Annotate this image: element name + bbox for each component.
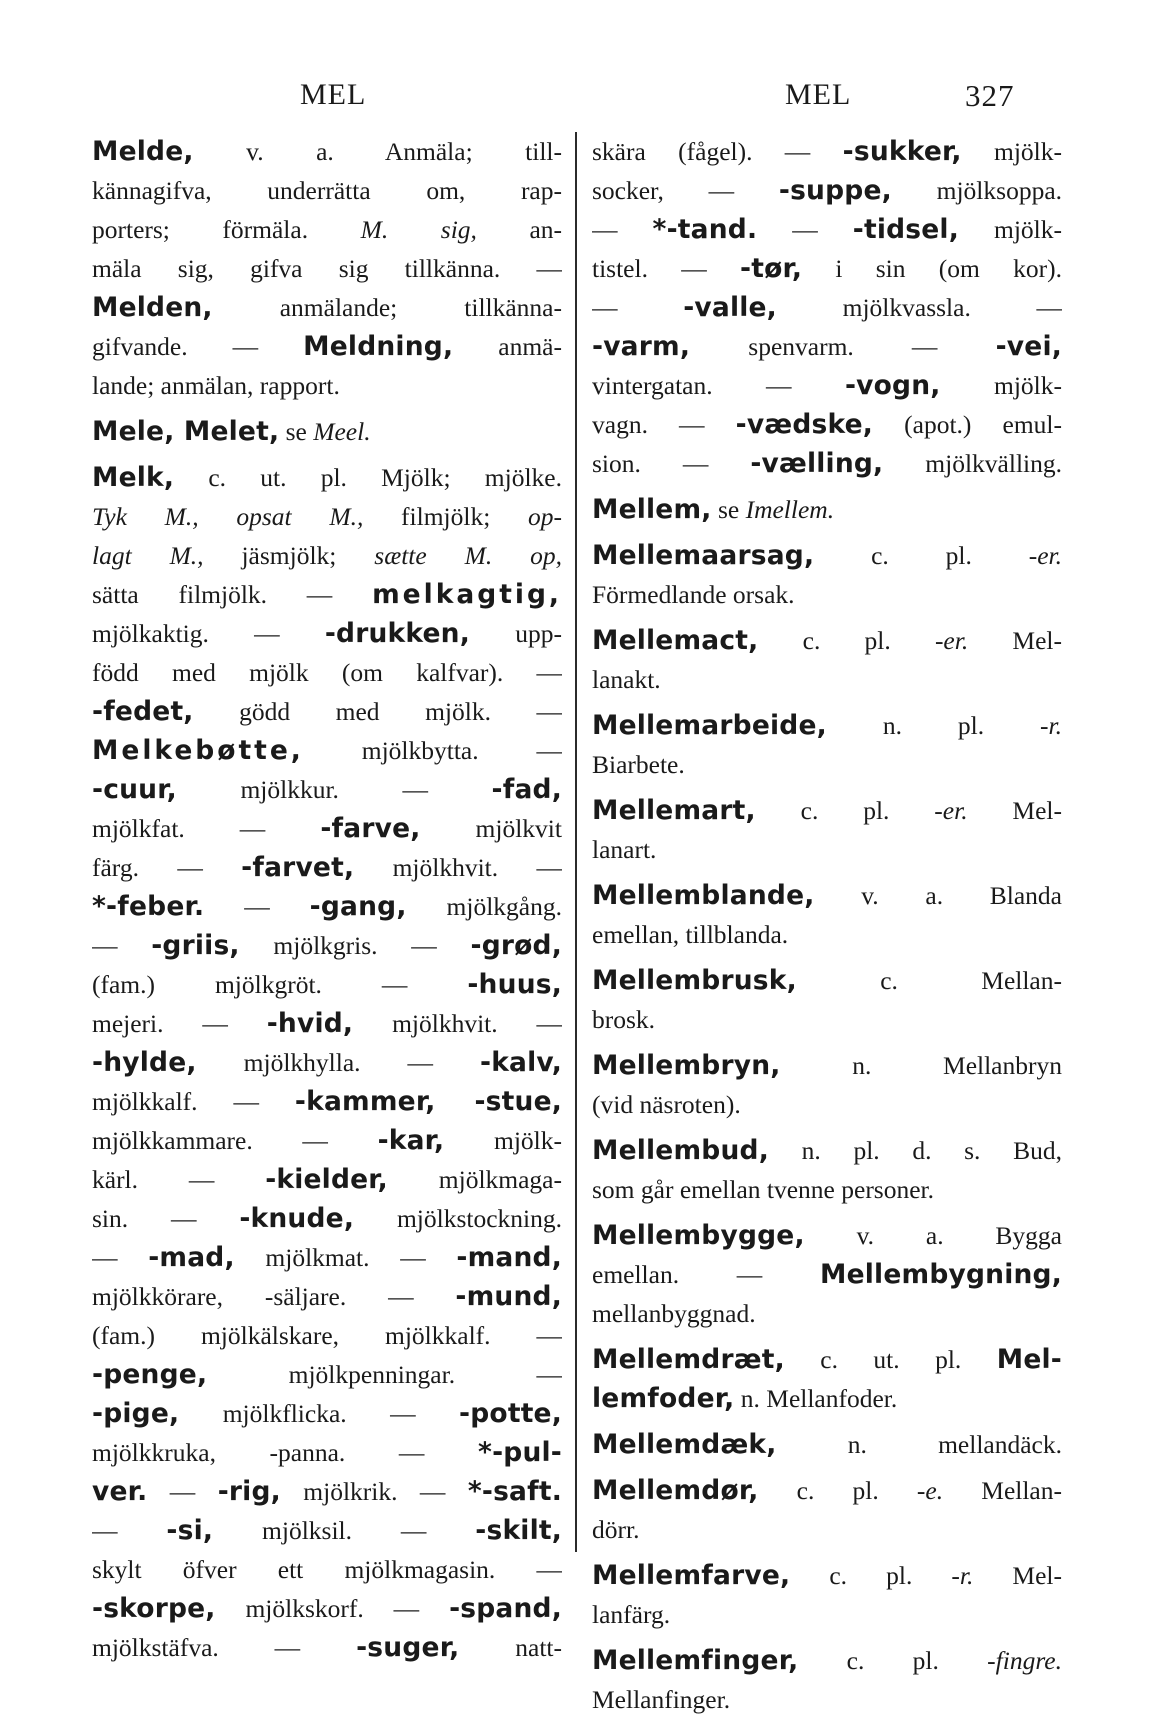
dictionary-line: [92, 1238, 562, 1277]
definition-text: —: [204, 892, 310, 921]
dictionary-line: [592, 1641, 1062, 1680]
dictionary-line: [592, 1085, 1062, 1124]
headword: Mellemarbeide,: [592, 710, 827, 741]
italic-text: Tyk M., opsat M.,: [92, 502, 364, 531]
definition-text: Mel-: [968, 626, 1062, 655]
definition-text: —: [757, 215, 853, 244]
headword: -vædske,: [735, 409, 874, 440]
definition-text: mjölkpenningar. —: [207, 1360, 562, 1389]
dictionary-line: [92, 412, 562, 451]
italic-text: Meel.: [313, 417, 371, 446]
definition-text: —: [592, 215, 653, 244]
definition-text: Mel-: [967, 796, 1062, 825]
right-column: [592, 132, 1062, 1719]
headword: -potte,: [459, 1398, 562, 1429]
headword: -vei,: [995, 331, 1062, 362]
dictionary-line: [592, 1294, 1062, 1333]
dictionary-line: [92, 1082, 562, 1121]
italic-text: lagt M.,: [92, 541, 204, 570]
definition-text: mjölk-: [444, 1126, 562, 1155]
definition-text: mjölkskorf. —: [215, 1594, 450, 1623]
headword: Mellembud,: [592, 1135, 769, 1166]
dictionary-line: [592, 132, 1062, 171]
headword: Mellembrusk,: [592, 965, 797, 996]
dictionary-line: [592, 745, 1062, 784]
dictionary-line: [92, 1433, 562, 1472]
headword: Mellemart,: [592, 795, 756, 826]
headword: -farvet,: [241, 852, 355, 883]
headword: lemfoder,: [592, 1383, 735, 1414]
definition-text: mjölkkammare. —: [92, 1126, 378, 1155]
headword: -farve,: [320, 813, 421, 844]
definition-text: natt-: [459, 1633, 562, 1662]
dictionary-line: [92, 614, 562, 653]
definition-text: —: [147, 1477, 218, 1506]
left-column: [92, 132, 562, 1667]
definition-text: c. Mellan-: [796, 966, 1062, 995]
headword: Mellembygning,: [820, 1259, 1062, 1290]
dictionary-line: [92, 1316, 562, 1355]
dictionary-line: [592, 536, 1062, 575]
definition-text: c. pl.: [814, 541, 1029, 570]
definition-text: mjölkhvit. —: [354, 853, 562, 882]
headword: Mellem,: [592, 494, 712, 525]
dictionary-line: [92, 1277, 562, 1316]
headword: Mellemdræt,: [592, 1344, 785, 1375]
definition-text: socker, —: [592, 176, 779, 205]
dictionary-line: [92, 770, 562, 809]
definition-text: vintergatan. —: [592, 371, 845, 400]
dictionary-line: [592, 1170, 1062, 1209]
definition-text: mjölk-: [940, 371, 1062, 400]
dictionary-line: [592, 1000, 1062, 1039]
dictionary-line: [92, 887, 562, 926]
definition-text: n. Mellanfoder.: [734, 1384, 898, 1413]
dictionary-line: [92, 731, 562, 770]
italic-text: -er.: [934, 796, 968, 825]
definition-text: c. pl.: [758, 1476, 917, 1505]
headword: Mel-: [996, 1344, 1062, 1375]
definition-text: brosk.: [592, 1005, 656, 1034]
italic-text: M. sig,: [360, 215, 477, 244]
definition-text: v. a. Anmäla; till-: [193, 137, 562, 166]
definition-text: c. pl.: [790, 1561, 952, 1590]
dictionary-line: [592, 876, 1062, 915]
dictionary-line: [592, 1216, 1062, 1255]
running-head-left: MEL: [300, 78, 367, 111]
dictionary-line: [592, 706, 1062, 745]
definition-text: n. pl.: [826, 711, 1041, 740]
headword: -drukken,: [324, 618, 471, 649]
dictionary-line: [92, 1550, 562, 1589]
dictionary-line: [92, 1043, 562, 1082]
definition-text: anmä-: [453, 332, 562, 361]
definition-text: (vid näsroten).: [592, 1090, 741, 1119]
definition-text: Mellanfinger.: [592, 1685, 731, 1714]
headword: -suppe,: [778, 175, 892, 206]
definition-text: gödd med mjölk. —: [193, 697, 562, 726]
headword: -tør,: [740, 253, 803, 284]
headword: -kar,: [377, 1125, 445, 1156]
definition-text: mjölkkruka, -panna. —: [92, 1438, 479, 1467]
dictionary-line: [92, 327, 562, 366]
italic-text: -r.: [951, 1561, 974, 1590]
dictionary-line: [92, 1511, 562, 1550]
dictionary-line: [92, 1589, 562, 1628]
dictionary-line: [592, 171, 1062, 210]
headword: Meldning,: [303, 331, 454, 362]
definition-text: mjölkmaga-: [387, 1165, 562, 1194]
definition-text: c. ut. pl. Mjölk; mjölke.: [174, 463, 562, 492]
definition-text: emellan, tillblanda.: [592, 920, 789, 949]
definition-text: c. pl.: [755, 796, 935, 825]
dictionary-line: [592, 490, 1062, 529]
headword: -kalv,: [480, 1047, 562, 1078]
definition-text: —: [92, 931, 152, 960]
definition-text: mjölkvassla. —: [776, 293, 1062, 322]
headword: -varm,: [592, 331, 691, 362]
dictionary-line: [592, 1510, 1062, 1549]
italic-text: sætte M. op,: [374, 541, 562, 570]
definition-text: c. pl.: [758, 626, 935, 655]
dictionary-line: [592, 210, 1062, 249]
dictionary-line: [592, 1255, 1062, 1294]
dictionary-line: [592, 288, 1062, 327]
headword: -gang,: [309, 891, 407, 922]
headword: Mellemact,: [592, 625, 759, 656]
definition-text: v. a. Blanda: [814, 881, 1062, 910]
headword: Mellemfinger,: [592, 1645, 799, 1676]
headword: melkagtig,: [372, 579, 562, 610]
dictionary-line: [592, 621, 1062, 660]
definition-text: lanfärg.: [592, 1600, 671, 1629]
definition-text: mjölksoppa.: [891, 176, 1062, 205]
definition-text: sion. —: [592, 449, 751, 478]
headword: -si,: [166, 1515, 214, 1546]
definition-text: sin. —: [92, 1204, 240, 1233]
definition-text: Biarbete.: [592, 750, 685, 779]
definition-text: —: [92, 1243, 149, 1272]
italic-text: -r.: [1040, 711, 1062, 740]
definition-text: mjölkstäfva. —: [92, 1633, 357, 1662]
headword: -spand,: [449, 1593, 562, 1624]
page-number: 327: [965, 78, 1015, 113]
definition-text: mjölkvit: [420, 814, 562, 843]
headword: Melk,: [92, 462, 175, 493]
italic-text: -er.: [1028, 541, 1062, 570]
headword: -sukker,: [842, 136, 962, 167]
headword: *-tand.: [652, 214, 758, 245]
definition-text: skylt öfver ett mjölkmagasin. —: [92, 1555, 562, 1584]
headword: -fedet,: [92, 696, 194, 727]
definition-text: —: [92, 1516, 167, 1545]
dictionary-line: [592, 1340, 1062, 1379]
headword: -hvid,: [266, 1008, 354, 1039]
definition-text: mjölkkur. —: [176, 775, 492, 804]
definition-text: mjölkvälling.: [883, 449, 1062, 478]
dictionary-line: [92, 1355, 562, 1394]
definition-text: skära (fågel). —: [592, 137, 843, 166]
definition-text: mjölk-: [958, 215, 1062, 244]
headword: -knude,: [239, 1203, 355, 1234]
dictionary-line: [592, 830, 1062, 869]
definition-text: mjölkaktig. —: [92, 619, 325, 648]
headword: -cuur,: [92, 774, 177, 805]
headword: -suger,: [356, 1632, 460, 1663]
headword: Mellemblande,: [592, 880, 815, 911]
definition-text: v. a. Bygga: [804, 1221, 1062, 1250]
headword: -valle,: [683, 292, 777, 323]
dictionary-line: [592, 405, 1062, 444]
column-divider: [575, 132, 577, 1552]
dictionary-line: [92, 249, 562, 288]
headword: -rig,: [217, 1476, 281, 1507]
definition-text: n. mellandäck.: [776, 1430, 1062, 1459]
definition-text: mjölkgång.: [406, 892, 562, 921]
headword: -griis,: [151, 930, 240, 961]
dictionary-line: [592, 915, 1062, 954]
headword: -mund,: [455, 1281, 562, 1312]
definition-text: mjölkkalf. —: [92, 1087, 295, 1116]
definition-text: lanakt.: [592, 665, 661, 694]
headword: -penge,: [92, 1359, 208, 1390]
definition-text: c. ut. pl.: [784, 1345, 997, 1374]
dictionary-line: [592, 1425, 1062, 1464]
dictionary-line: [92, 692, 562, 731]
headword: -mand,: [456, 1242, 562, 1273]
dictionary-line: [92, 288, 562, 327]
headword: -mad,: [148, 1242, 235, 1273]
definition-text: (fam.) mjölkgröt. —: [92, 970, 468, 999]
headword: -kielder,: [265, 1164, 388, 1195]
headword: Melkebøtte,: [92, 735, 304, 766]
definition-text: upp-: [470, 619, 562, 648]
italic-text: -e.: [916, 1476, 944, 1505]
definition-text: lande; anmälan, rapport.: [92, 371, 340, 400]
definition-text: c. pl.: [798, 1646, 988, 1675]
dictionary-line: [92, 210, 562, 249]
dictionary-line: [592, 1471, 1062, 1510]
headword: -kammer, -stue,: [294, 1086, 562, 1117]
definition-text: i sin (om kor).: [802, 254, 1062, 283]
definition-text: (apot.) emul-: [873, 410, 1062, 439]
definition-text: sätta filmjölk. —: [92, 580, 373, 609]
definition-text: mjölkstockning.: [354, 1204, 562, 1233]
definition-text: emellan. —: [592, 1260, 821, 1289]
dictionary-line: [592, 575, 1062, 614]
dictionary-line: [592, 1379, 1062, 1418]
dictionary-line: [592, 1680, 1062, 1719]
dictionary-line: [92, 1199, 562, 1238]
dictionary-line: [592, 1131, 1062, 1170]
dictionary-line: [92, 1394, 562, 1433]
dictionary-line: [592, 1556, 1062, 1595]
italic-text: Imellem.: [745, 495, 835, 524]
running-head-right: MEL: [785, 78, 852, 111]
dictionary-line: [592, 961, 1062, 1000]
definition-text: se: [279, 417, 314, 446]
headword: -fad,: [491, 774, 562, 805]
definition-text: som går emellan tvenne personer.: [592, 1175, 935, 1204]
definition-text: mjölkmat. —: [234, 1243, 457, 1272]
headword: Mellemdæk,: [592, 1429, 777, 1460]
definition-text: färg. —: [92, 853, 242, 882]
dictionary-line: [592, 1595, 1062, 1634]
definition-text: Mel-: [973, 1561, 1062, 1590]
definition-text: mjölkrik. —: [280, 1477, 468, 1506]
headword: -hylde,: [92, 1047, 197, 1078]
headword: Mellembryn,: [592, 1050, 781, 1081]
definition-text: mejeri. —: [92, 1009, 267, 1038]
headword: Melden,: [92, 292, 213, 323]
headword: *-saft.: [467, 1476, 562, 1507]
headword: -skilt,: [475, 1515, 562, 1546]
definition-text: mjölksil. —: [213, 1516, 476, 1545]
definition-text: mjölk-: [961, 137, 1062, 166]
headword: -grød,: [470, 930, 562, 961]
headword: -vogn,: [844, 370, 941, 401]
italic-text: -fingre.: [987, 1646, 1062, 1675]
definition-text: n. Mellanbryn: [780, 1051, 1062, 1080]
dictionary-line: [592, 1046, 1062, 1085]
italic-text: op-: [528, 502, 562, 531]
definition-text: mjölkhylla. —: [196, 1048, 481, 1077]
dictionary-line: [592, 444, 1062, 483]
definition-text: tistel. —: [592, 254, 740, 283]
dictionary-line: [92, 653, 562, 692]
definition-text: kärl. —: [92, 1165, 266, 1194]
dictionary-line: [92, 1472, 562, 1511]
definition-text: an-: [476, 215, 562, 244]
definition-text: jäsmjölk;: [203, 541, 375, 570]
dictionary-line: [592, 366, 1062, 405]
definition-text: mjölkflicka. —: [179, 1399, 460, 1428]
dictionary-line: [92, 1628, 562, 1667]
dictionary-line: [92, 1004, 562, 1043]
dictionary-line: [92, 132, 562, 171]
headword: Melde,: [92, 136, 194, 167]
headword: -vælling,: [750, 448, 884, 479]
headword: ver.: [92, 1476, 148, 1507]
dictionary-line: [92, 809, 562, 848]
definition-text: mjölkfat. —: [92, 814, 321, 843]
headword: -huus,: [467, 969, 562, 1000]
definition-text: mjölkgris. —: [239, 931, 471, 960]
definition-text: (fam.) mjölkälskare, mjölkkalf. —: [92, 1321, 562, 1350]
definition-text: lanart.: [592, 835, 657, 864]
dictionary-line: [92, 536, 562, 575]
definition-text: född med mjölk (om kalfvar). —: [92, 658, 562, 687]
dictionary-line: [92, 1160, 562, 1199]
headword: *-feber.: [92, 891, 205, 922]
dictionary-line: [92, 965, 562, 1004]
headword: -pige,: [92, 1398, 180, 1429]
headword: Mellemaarsag,: [592, 540, 815, 571]
definition-text: dörr.: [592, 1515, 640, 1544]
definition-text: spenvarm. —: [690, 332, 996, 361]
dictionary-line: [92, 497, 562, 536]
headword: Mellemdør,: [592, 1475, 759, 1506]
definition-text: Mellan-: [943, 1476, 1062, 1505]
dictionary-line: [92, 1121, 562, 1160]
dictionary-line: [92, 575, 562, 614]
definition-text: porters; förmäla.: [92, 215, 361, 244]
headword: -skorpe,: [92, 1593, 216, 1624]
headword: -tidsel,: [852, 214, 959, 245]
definition-text: filmjölk;: [363, 502, 529, 531]
headword: Mellembygge,: [592, 1220, 805, 1251]
dictionary-line: [592, 327, 1062, 366]
definition-text: anmälande; tillkänna-: [212, 293, 562, 322]
definition-text: mäla sig, gifva sig tillkänna. —: [92, 254, 562, 283]
definition-text: Förmedlande orsak.: [592, 580, 795, 609]
italic-text: -er.: [934, 626, 969, 655]
headword: Mele, Melet,: [92, 416, 280, 447]
definition-text: gifvande. —: [92, 332, 304, 361]
dictionary-line: [592, 791, 1062, 830]
dictionary-line: [92, 848, 562, 887]
dictionary-line: [592, 660, 1062, 699]
dictionary-line: [92, 171, 562, 210]
definition-text: mjölkkörare, -säljare. —: [92, 1282, 456, 1311]
definition-text: mjölkhvit. —: [353, 1009, 562, 1038]
dictionary-line: [92, 926, 562, 965]
headword: Mellemfarve,: [592, 1560, 791, 1591]
definition-text: —: [592, 293, 684, 322]
definition-text: n. pl. d. s. Bud,: [768, 1136, 1062, 1165]
dictionary-line: [92, 366, 562, 405]
headword: *-pul-: [478, 1437, 562, 1468]
dictionary-line: [92, 458, 562, 497]
definition-text: kännagifva, underrätta om, rap-: [92, 176, 562, 205]
definition-text: mjölkbytta. —: [303, 736, 562, 765]
definition-text: se: [711, 495, 746, 524]
definition-text: vagn. —: [592, 410, 736, 439]
dictionary-line: [592, 249, 1062, 288]
definition-text: mellanbyggnad.: [592, 1299, 756, 1328]
